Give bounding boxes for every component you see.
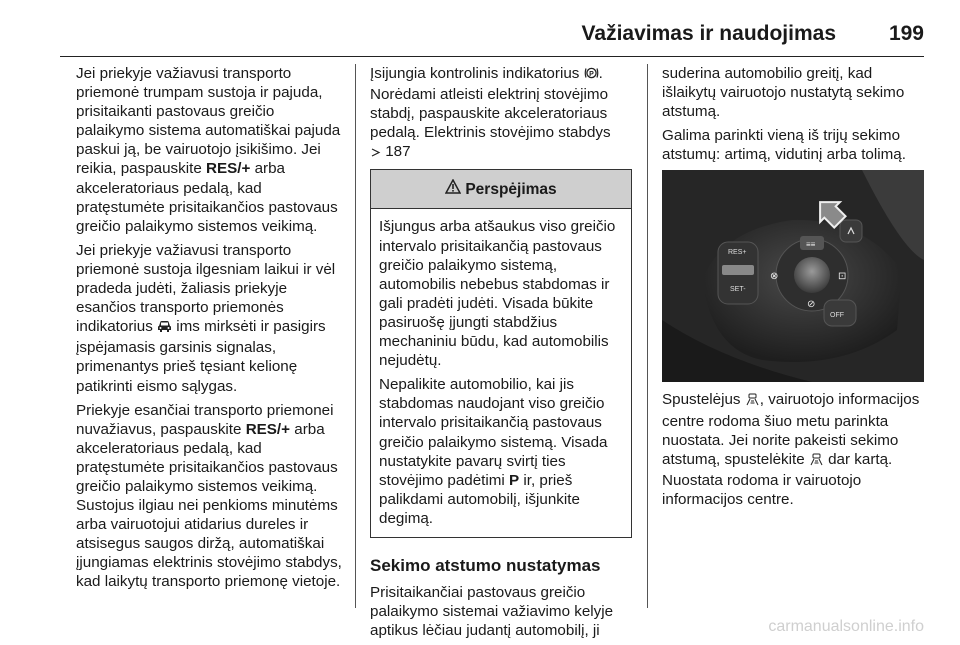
paragraph: Jei priekyje važiavusi transporto priemonė trumpam sustoja ir pajuda, prisitaikanti pastovaus greičio palaikymo sistema automatiškai pajuda paskui ją, be vairuotojo įsikišimo. Jei reikia, paspauskite RES/+ arba akceleratoriaus pedalą, kad pratęstumėte prisitaikančios pastovaus greičio palaikymo sistemos veikimą. [76, 65, 341, 235]
warning-body [371, 209, 631, 537]
column-1 [76, 64, 344, 597]
page-reference[interactable]: 187 [385, 143, 411, 161]
column-divider [647, 64, 648, 608]
column-divider [355, 64, 356, 608]
steering-wheel-controls-image [662, 170, 924, 382]
svg-text:⊡: ⊡ [838, 271, 847, 283]
warning-triangle-icon [445, 179, 461, 199]
warning-title: Perspėjimas [465, 180, 557, 198]
paragraph: Galima parinkti vieną iš trijų sekimo atstumų: artimą, vidutinį arba tolimą. [662, 127, 906, 164]
paragraph: Prisitaikančiai pastovaus greičio palaikymo sistemai važiavimo kelyje aptikus lėčiau judantį automobilį, ji [370, 584, 614, 640]
warning-header [371, 170, 631, 209]
res-label: RES+ [728, 249, 747, 257]
car-icon [157, 319, 172, 338]
paragraph: Jei priekyje važiavusi transporto priemonė sustoja ilgesniam laikui ir vėl pradeda judėti, žaliasis priekyje esančios transporto priemonės indikatorius ims mirksėti ir pasigirs įspėjamasis garsinis signalas, primenantys prieš tęsiant kelionę patikrinti eismo sąlygas. [76, 241, 336, 395]
page-ref-arrow-icon [370, 144, 381, 163]
svg-text:⊗: ⊗ [770, 271, 779, 283]
svg-text:≡≡: ≡≡ [806, 240, 816, 250]
follow-distance-icon [745, 392, 760, 411]
column-2 [370, 64, 632, 645]
section-title: Sekimo atstumo nustatymas [370, 555, 601, 575]
page-header [60, 0, 924, 57]
column-3 [662, 64, 924, 514]
page-title: Važiavimas ir naudojimas [581, 22, 836, 45]
parking-brake-icon [584, 66, 599, 85]
svg-text:P: P [588, 70, 594, 78]
page-number: 199 [888, 22, 924, 45]
svg-text:OFF: OFF [830, 312, 844, 320]
svg-text:⊘: ⊘ [807, 299, 816, 311]
paragraph: Spustelėjus , vairuotojo informacijos centre rodoma šiuo metu parinkta nuostata. Jei norite pakeisti sekimo atstumą, spustelėkite dar kartą. Nuostata rodoma ir vairuotojo informacijos centre. [662, 391, 920, 508]
paragraph: Įsijungia kontrolinis indikatorius P . Norėdami atleisti elektrinį stovėjimo stabdį, paspauskite akceleratoriaus pedalą. Elektrinis stovėjimo stabdys 187 [370, 64, 632, 163]
watermark: carmanualsonline.info [768, 618, 924, 635]
paragraph: Priekyje esančiai transporto priemonei nuvažiavus, paspauskite RES/+ arba akceleratoriaus pedalą, kad pratęstumėte prisitaikančios pastovaus greičio palaikymo sistemos veikimą. Sustojus ilgiau nei penkioms minutėms arba vairuotojui atidarius dureles ir atsisegus saugos diržą, automatiškai įjungiamas elektrinis stovėjimo stabdys, kad laikytų transporto priemonę vietoje. [76, 401, 342, 591]
follow-distance-icon [809, 452, 824, 471]
paragraph: Nepalikite automobilio, kai jis stabdomas naudojant viso greičio intervalo prisitaikančią pastovaus greičio palaikymo sistemą. Visada nustatykite pavarų svirtį ties stovėjimo padėtimi P ir, prieš palikdami automobilį, išjunkite degimą. [379, 376, 608, 527]
warning-box [370, 169, 632, 538]
paragraph: suderina automobilio greitį, kad išlaikytų vairuotojo nustatytą sekimo atstumą. [662, 65, 905, 121]
set-label: SET- [730, 286, 746, 294]
paragraph: Išjungus arba atšaukus viso greičio intervalo prisitaikančią pastovaus greičio palaikymo sistemą, automobilis nebebus stabdomas ir gali pradėti judėti. Visada būkite pasiruošę įjungti stabdžius mechaniniu būdu, kad automobilis nejudėtų. [379, 218, 616, 370]
